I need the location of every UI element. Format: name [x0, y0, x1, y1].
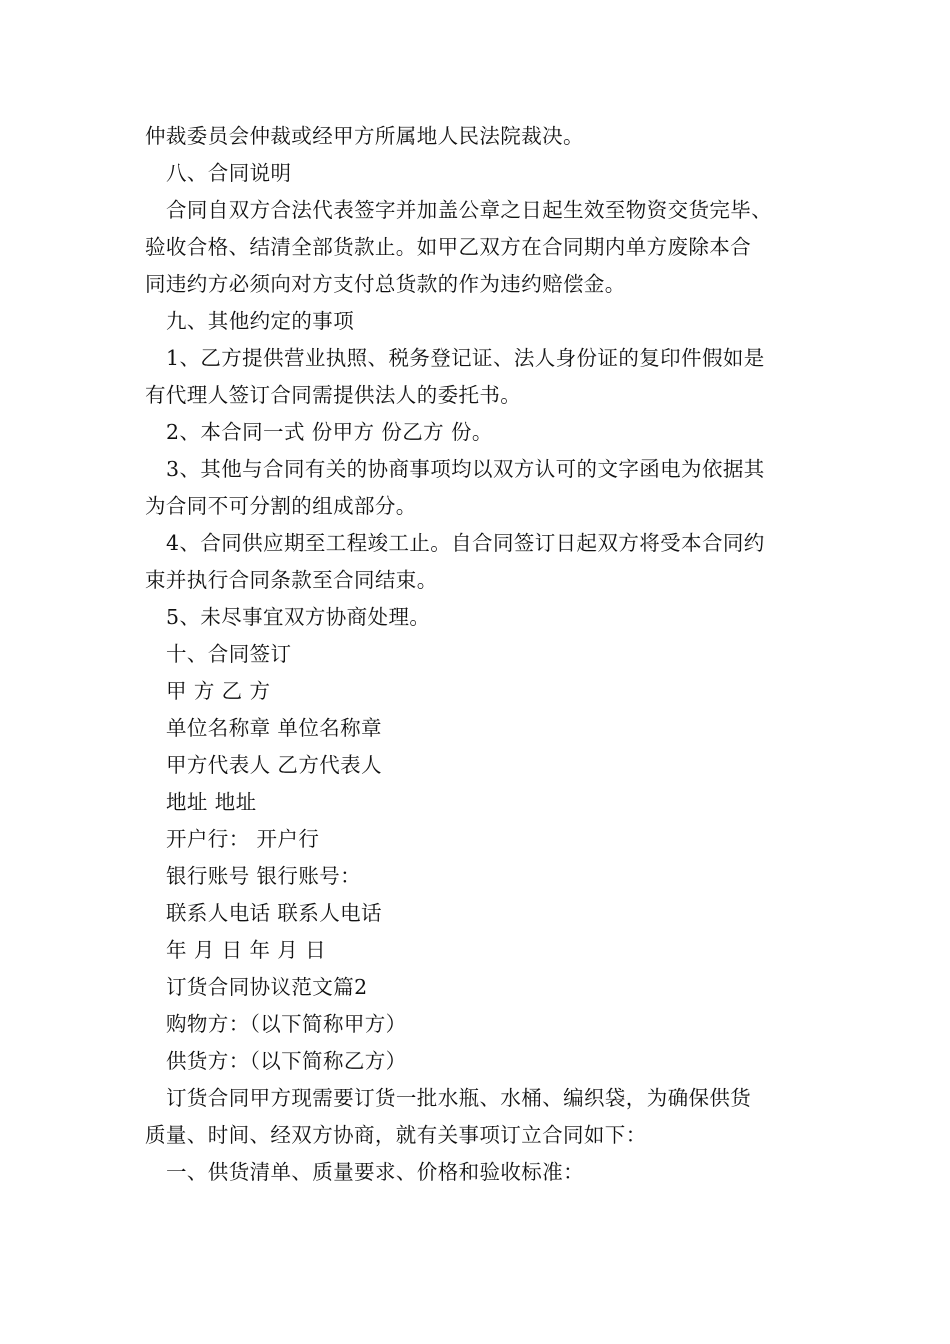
- list-item-line: 2、本合同一式 份甲方 份乙方 份。: [166, 420, 493, 444]
- paragraph-line: 质量、时间、经双方协商，就有关事项订立合同如下：: [145, 1123, 647, 1147]
- signature-field-line: 甲 方 乙 方: [166, 679, 271, 703]
- paragraph-line: 合同自双方合法代表签字并加盖公章之日起生效至物资交货完毕、: [166, 198, 773, 222]
- signature-field-line: 银行账号 银行账号：: [166, 864, 362, 888]
- signature-field-line: 开户行： 开户行: [166, 827, 320, 851]
- section-title-template-2: 订货合同协议范文篇2: [166, 975, 368, 999]
- paragraph-line: 同违约方必须向对方支付总货款的作为违约赔偿金。: [145, 272, 626, 296]
- signature-date-line: 年 月 日 年 月 日: [166, 938, 326, 962]
- line-arbitration-end: 仲裁委员会仲裁或经甲方所属地人民法院裁决。: [145, 124, 584, 148]
- heading-contract-signing: 十、合同签订: [166, 642, 292, 666]
- list-item-line: 有代理人签订合同需提供法人的委托书。: [145, 383, 522, 407]
- signature-field-line: 地址 地址: [166, 790, 257, 814]
- list-item-line: 5、未尽事宜双方协商处理。: [166, 605, 431, 629]
- list-item-line: 束并执行合同条款至合同结束。: [145, 568, 438, 592]
- signature-field-line: 联系人电话 联系人电话: [166, 901, 382, 925]
- paragraph-line: 订货合同甲方现需要订货一批水瓶、水桶、编织袋，为确保供货: [166, 1086, 752, 1110]
- signature-field-line: 单位名称章 单位名称章: [166, 716, 382, 740]
- list-item-line: 为合同不可分割的组成部分。: [145, 494, 417, 518]
- heading-contract-notes: 八、合同说明: [166, 161, 292, 185]
- party-supplier-line: 供货方：（以下简称乙方）: [166, 1049, 407, 1073]
- list-item-line: 4、合同供应期至工程竣工止。自合同签订日起双方将受本合同约: [166, 531, 765, 555]
- heading-supply-list: 一、供货清单、质量要求、价格和验收标准：: [166, 1160, 584, 1184]
- signature-field-line: 甲方代表人 乙方代表人: [166, 753, 382, 777]
- heading-other-matters: 九、其他约定的事项: [166, 309, 355, 333]
- document-body: [145, 118, 825, 1191]
- list-item-line: 1、乙方提供营业执照、税务登记证、法人身份证的复印件假如是: [166, 346, 765, 370]
- paragraph-line: 验收合格、结清全部货款止。如甲乙双方在合同期内单方废除本合: [145, 235, 752, 259]
- list-item-line: 3、其他与合同有关的协商事项均以双方认可的文字函电为依据其: [166, 457, 765, 481]
- party-buyer-line: 购物方：（以下简称甲方）: [166, 1012, 407, 1036]
